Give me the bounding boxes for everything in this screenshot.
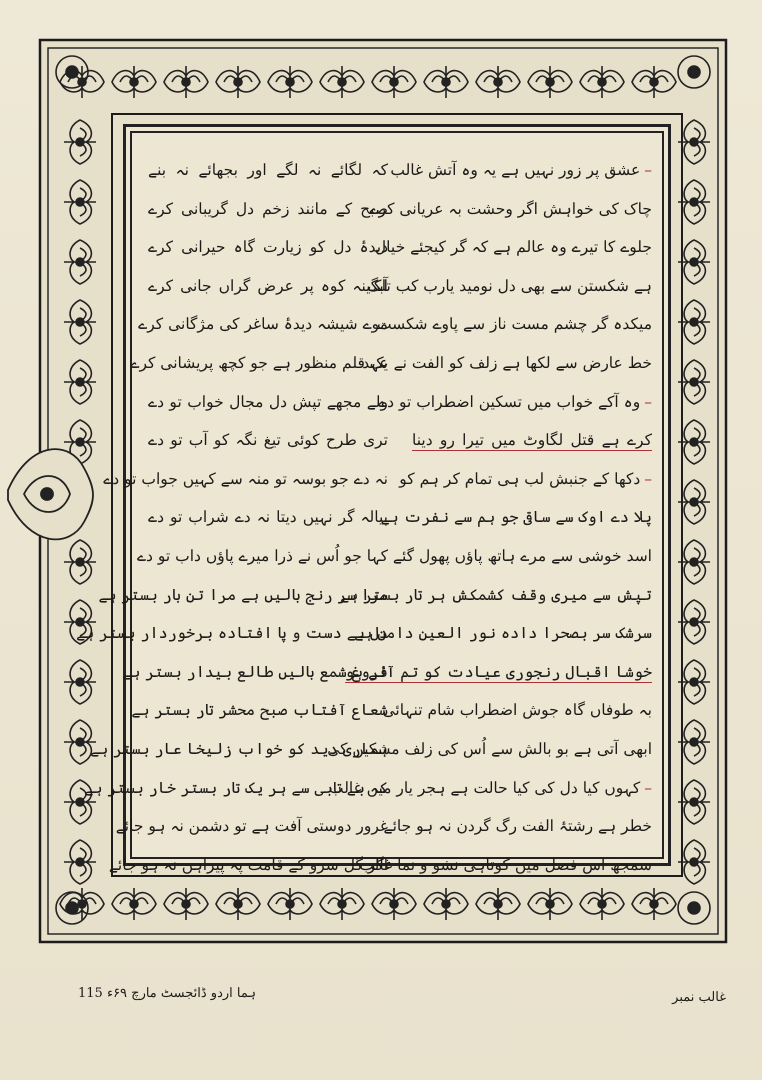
verse: ہے شکستن سے بھی دل نومید یارب کب تلک (367, 276, 652, 295)
verse: خط عارض سے لکھا ہے زلف کو الفت نے عہد (362, 353, 652, 372)
verse: سمجھ اس فصل میں کوتاہی نشو و نما غالب (359, 855, 652, 874)
verse: مرا سر رنج بالیں ہے مرا تن بار بستر ہے (98, 585, 388, 604)
verse: تپش سے میری وقف کشمکش ہر تار بستر ہے (340, 585, 652, 604)
poem-column-right (327, 151, 652, 884)
footer-magazine-page: ہما اردو ڈائجسٹ مارچ ۶۹ء 115 (78, 986, 256, 1001)
verse: –وہ آکے خواب میں تسکین اضطراب تو دے (378, 392, 652, 411)
verse: شعاع آفتاب صبح محشر تار بستر ہے (131, 701, 388, 720)
border-left-medallion (8, 449, 93, 539)
verse: –کہوں کیا دل کی کیا حالت ہے ہجر یار میں غالب (328, 778, 652, 797)
verse: پیالہ گر نہیں دیتا نہ دے شراب تو دے (148, 508, 388, 527)
verse: کہا جو اُس نے ذرا میرے پاؤں داب تو دے (136, 546, 388, 565)
verse: جلوے کا تیرے وہ عالم ہے کہ گر کیجئے خیال (374, 238, 652, 257)
verse: کہ بے تابی سے ہر یک تار بستر خار بستر ہے (84, 778, 388, 797)
verse: کہ لگائے نہ لگے اور بجھائے نہ بنے (148, 161, 388, 179)
verse: نہ دے جو بوسہ تو منہ سے کہیں جواب تو دے (103, 469, 388, 488)
verse: چاک کی خواہش اگر وحشت بہ عریانی کرے (369, 199, 652, 218)
poem-column-left (76, 151, 388, 884)
red-dash-mark: – (644, 778, 652, 797)
verse: میکدہ گر چشم مست ناز سے پاوے شکست (376, 315, 652, 334)
verse: تری طرح کوئی تیغ نگہ کو آب تو دے (148, 431, 388, 450)
red-dash-mark: – (644, 392, 652, 411)
verse: خطر ہے رشتۂ الفت رگ گردن نہ ہو جائے (383, 817, 652, 836)
verse: ہماری دید کو خواب زلیخا عار بستر ہے (90, 739, 388, 758)
verse: پلا دے اوک سے ساقی جو ہم سے نفرت ہے (380, 508, 652, 527)
verse: آبگینہ کوہ پر عرض گراں جانی کرے (148, 276, 388, 295)
verse: دل بے دست و پا افتادہ برخوردار بستر ہے (76, 624, 388, 643)
verse: ابھی آتی ہے بو بالش سے اُس کی زلف مشکیں کی (327, 739, 652, 758)
verse: یک قلم منظور ہے جو کچھ پریشانی کرے (130, 353, 388, 372)
verse: اسد خوشی سے مرے ہاتھ پاؤں پھول گئے (392, 546, 652, 565)
verse: ولے مجھے تپش دل مجال خواب تو دے (148, 392, 388, 411)
verse: فروغ شمع بالیں طالع بیدار بستر ہے (122, 662, 388, 681)
verse: دیدۂ دل کو زیارت گاہ حیرانی کرے (148, 238, 388, 257)
verse: صبح کے مانند زخم دل گریبانی کرے (148, 199, 388, 218)
red-dash-mark: – (644, 161, 652, 179)
verse: موے شیشہ دیدۂ ساغر کی مژگانی کرے (138, 315, 388, 334)
red-dash-mark: – (644, 469, 652, 488)
verse-underlined: کرے ہے قتل لگاوٹ میں تیرا رو دینا (412, 431, 652, 450)
text-panel (76, 124, 671, 874)
verse: –عشق پر زور نہیں ہے یہ وہ آتش غالب (390, 161, 652, 179)
verse: اگر گل سرو کے قامت پہ پیراہن نہ ہو جائے (108, 855, 388, 874)
verse-underlined: خوشا اقبال رنجوری عیادت کو تم آئے ہو (345, 662, 652, 681)
verse: بہ طوفاں گاہ جوش اضطراب شام تنہائی (382, 701, 652, 720)
verse: –دکھا کے جنبش لب ہی تمام کر ہم کو (399, 469, 652, 488)
verse: غرور دوستی آفت ہے تو دشمن نہ ہو جائے (115, 817, 388, 836)
footer-issue-title: غالب نمبر (672, 990, 726, 1005)
verse: سرشک سر بصحرا دادہ نور العین دامن ہے (354, 624, 652, 643)
